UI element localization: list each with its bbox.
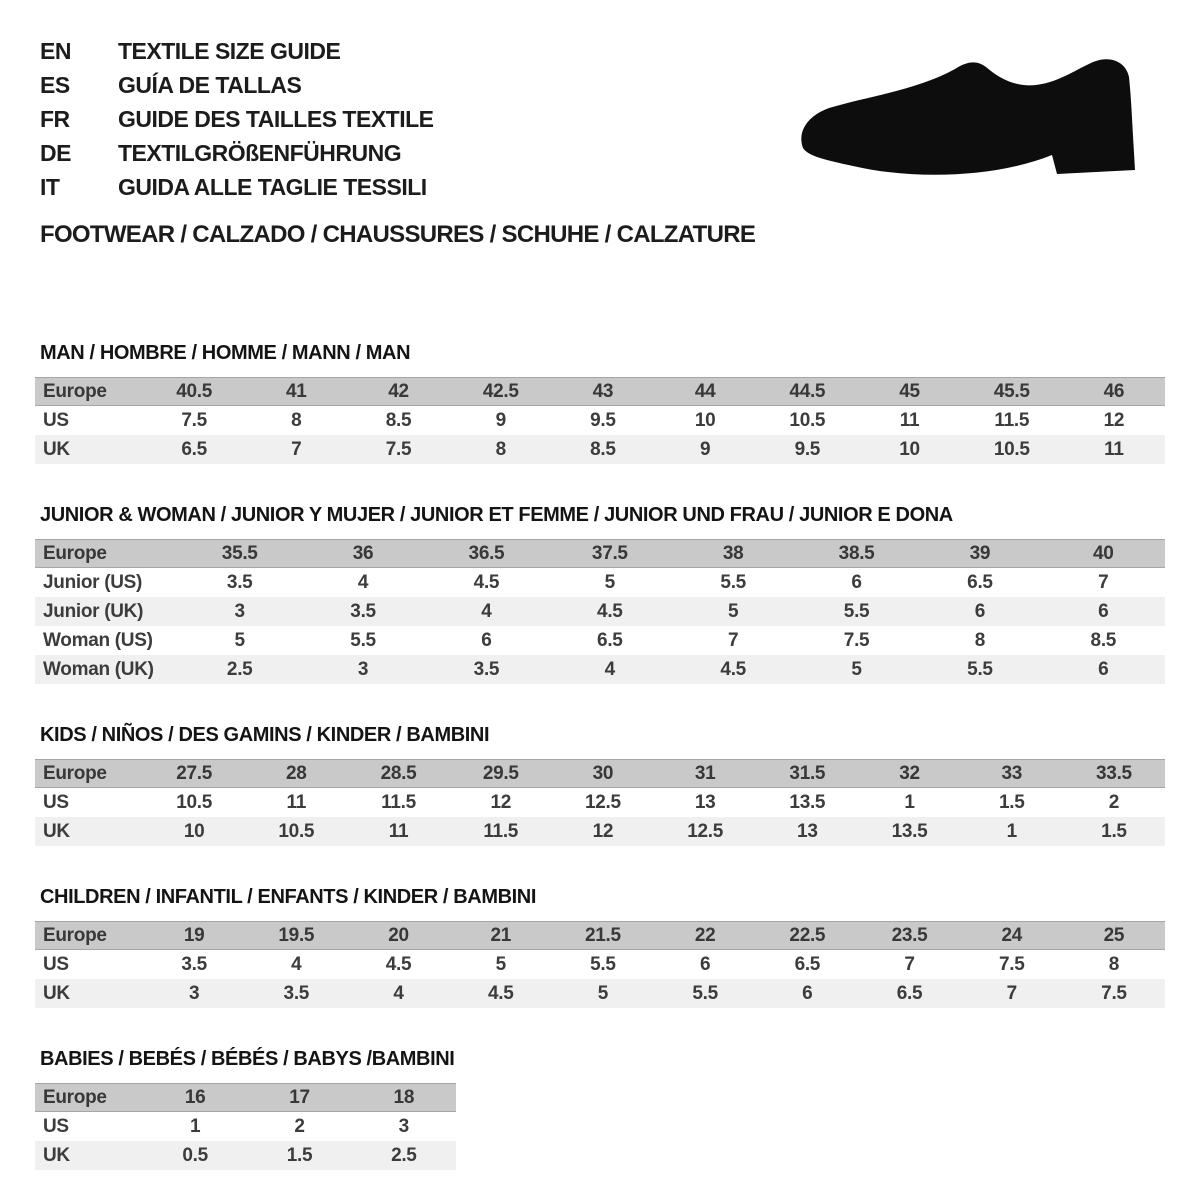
size-cell: 36 [352,542,374,564]
size-cell: 37.5 [591,542,628,564]
language-list [40,34,434,204]
row-label: UK [43,438,70,460]
size-cell: 3.5 [226,571,253,593]
size-cell: 18 [393,1086,415,1108]
size-cell: 20 [388,924,409,946]
size-cell: 1 [904,791,915,813]
language-title: GUÍA DE TALLAS [118,71,302,98]
language-title: TEXTILE SIZE GUIDE [118,37,341,64]
size-cell: 24 [1001,924,1022,946]
size-table-children [35,921,1165,1008]
size-cell: 38.5 [838,542,875,564]
size-cell: 7 [904,953,915,975]
row-label: Europe [43,380,107,402]
size-cell: 43 [592,380,614,402]
size-cell: 0.5 [182,1144,208,1166]
size-cell: 10.5 [278,820,315,842]
size-cell: 2.5 [226,658,253,680]
size-cell: 31.5 [789,762,826,784]
table-header-row [35,539,1165,568]
size-table-man [35,377,1165,464]
row-label: US [43,953,69,975]
size-cell: 13.5 [891,820,928,842]
language-row-en [40,34,434,68]
size-cell: 2 [294,1115,305,1137]
category-heading: FOOTWEAR / CALZADO / CHAUSSURES / SCHUHE / CALZATURE [40,221,756,248]
size-cell: 11 [1104,438,1124,460]
size-cell: 11.5 [381,791,416,813]
size-cell: 10 [183,820,205,842]
size-cell: 3 [357,658,369,680]
size-cell: 1.5 [998,791,1025,813]
table-row [35,655,1165,684]
row-label: Junior (UK) [43,600,144,622]
size-cell: 6 [802,982,813,1004]
table-row [35,950,1165,979]
size-cell: 32 [899,762,920,784]
table-row [35,1141,456,1170]
section-babies [35,1048,1165,1170]
table-header-row [35,377,1165,406]
size-cell: 5.5 [590,953,616,975]
size-cell: 2 [1108,791,1120,813]
size-cell: 45 [899,380,920,402]
size-cell: 16 [184,1086,206,1108]
size-cell: 40.5 [176,380,212,402]
size-cell: 8 [974,629,986,651]
size-cell: 6 [974,600,986,622]
size-cell: 22.5 [789,924,826,946]
size-cell: 10.5 [993,438,1030,460]
row-label: US [43,1115,69,1137]
size-cell: 3.5 [350,600,376,622]
language-row-es [40,68,434,102]
row-label: Europe [43,924,107,946]
size-cell: 6 [699,953,711,975]
section-junior-woman [35,504,1165,684]
size-cell: 9 [495,409,506,431]
section-title-man: MAN / HOMBRE / HOMME / MANN / MAN [40,342,411,364]
size-cell: 27.5 [176,762,212,784]
section-children [35,886,1165,1008]
size-cell: 12 [490,791,511,813]
size-table-kids [35,759,1165,846]
size-cell: 21 [490,924,511,946]
row-label: US [43,791,69,813]
size-cell: 21.5 [585,924,621,946]
size-cell: 5.5 [692,982,718,1004]
language-title: TEXTILGRÖßENFÜHRUNG [118,139,402,166]
size-cell: 23.5 [891,924,928,946]
size-cell: 8.5 [1090,629,1117,651]
size-cell: 25 [1103,924,1125,946]
size-cell: 8 [495,438,506,460]
row-label: UK [43,820,70,842]
size-cell: 11 [388,820,409,842]
language-row-it [40,170,434,204]
size-cell: 12.5 [585,791,621,813]
size-cell: 5 [604,571,615,593]
size-cell: 31 [694,762,716,784]
section-title-children: CHILDREN / INFANTIL / ENFANTS / KINDER / BAMBINI [40,886,536,908]
size-cell: 7.5 [843,629,870,651]
size-cell: 3.5 [181,953,207,975]
size-cell: 9.5 [590,409,616,431]
row-label: UK [43,982,70,1004]
size-cell: 17 [289,1086,310,1108]
size-cell: 39 [969,542,991,564]
size-cell: 42.5 [482,380,519,402]
language-row-de [40,136,434,170]
size-cell: 11.5 [994,409,1030,431]
size-cell: 7 [1098,571,1109,593]
size-cell: 40 [1093,542,1114,564]
size-cell: 1 [1006,820,1017,842]
size-cell: 6 [851,571,862,593]
size-cell: 4 [604,658,615,680]
shoe-icon [795,56,1145,203]
size-cell: 1.5 [1101,820,1127,842]
size-cell: 7.5 [181,409,207,431]
table-header-row [35,921,1165,950]
size-cell: 1 [190,1115,201,1137]
size-cell: 5.5 [350,629,376,651]
size-cell: 41 [286,380,307,402]
size-cell: 33.5 [1096,762,1132,784]
row-label: Woman (UK) [43,658,154,680]
section-kids [35,724,1165,846]
row-label: UK [43,1144,70,1166]
size-cell: 4.5 [385,953,412,975]
size-cell: 8.5 [590,438,616,460]
size-cell: 12 [592,820,614,842]
size-cell: 38 [722,542,744,564]
size-cell: 44 [694,380,716,402]
size-cell: 46 [1103,380,1125,402]
size-cell: 45.5 [993,380,1030,402]
size-cell: 4 [481,600,492,622]
size-tables [35,342,1165,1200]
size-cell: 7.5 [385,438,412,460]
section-title-junior-woman: JUNIOR & WOMAN / JUNIOR Y MUJER / JUNIOR ET FEMME / JUNIOR UND FRAU / JUNIOR E DONA [40,504,953,526]
size-cell: 4 [291,953,302,975]
row-label: Europe [43,542,107,564]
size-cell: 1.5 [286,1144,313,1166]
size-cell: 3 [398,1115,409,1137]
size-cell: 5 [495,953,506,975]
table-row [35,626,1165,655]
size-cell: 4.5 [473,571,500,593]
size-cell: 5.5 [843,600,870,622]
size-cell: 5 [728,600,739,622]
size-cell: 10 [899,438,920,460]
size-table-babies [35,1083,456,1170]
size-cell: 22 [694,924,716,946]
row-label: Europe [43,762,107,784]
size-cell: 36.5 [468,542,505,564]
size-cell: 8.5 [385,409,412,431]
size-cell: 4 [357,571,369,593]
size-cell: 35.5 [221,542,258,564]
size-cell: 10.5 [176,791,212,813]
size-cell: 8 [291,409,302,431]
size-cell: 8 [1108,953,1120,975]
size-cell: 7 [1006,982,1017,1004]
size-cell: 5.5 [720,571,746,593]
size-cell: 4.5 [720,658,746,680]
language-title: GUIDE DES TAILLES TEXTILE [118,105,434,132]
section-title-babies: BABIES / BEBÉS / BÉBÉS / BABYS /BAMBINI [40,1048,455,1070]
row-label: Europe [43,1086,107,1108]
row-label: Junior (US) [43,571,143,593]
size-cell: 12 [1103,409,1125,431]
language-title: GUIDA ALLE TAGLIE TESSILI [118,173,427,200]
size-cell: 30 [592,762,614,784]
size-cell: 19 [183,924,205,946]
size-cell: 6 [1098,600,1109,622]
size-cell: 10 [694,409,716,431]
size-cell: 6 [1098,658,1109,680]
size-cell: 4.5 [487,982,514,1004]
size-cell: 19.5 [278,924,315,946]
size-cell: 6.5 [896,982,923,1004]
size-cell: 6 [481,629,492,651]
size-cell: 33 [1001,762,1022,784]
language-row-fr [40,102,434,136]
size-cell: 3 [188,982,200,1004]
size-cell: 12.5 [687,820,723,842]
size-cell: 28.5 [380,762,417,784]
row-label: Woman (US) [43,629,153,651]
section-title-kids: KIDS / NIÑOS / DES GAMINS / KINDER / BAMBINI [40,724,490,746]
size-cell: 7 [291,438,302,460]
table-header-row [35,759,1165,788]
language-code: IT [40,173,60,200]
size-cell: 6.5 [794,953,821,975]
size-cell: 11 [286,791,307,813]
size-cell: 6.5 [597,629,623,651]
size-cell: 11 [899,409,920,431]
size-cell: 13 [694,791,716,813]
size-cell: 4 [393,982,404,1004]
size-cell: 42 [388,380,409,402]
language-code: FR [40,105,70,132]
size-cell: 5.5 [967,658,993,680]
table-row [35,406,1165,435]
size-cell: 2.5 [391,1144,417,1166]
size-cell: 6.5 [181,438,207,460]
size-cell: 29.5 [482,762,519,784]
table-row [35,597,1165,626]
size-cell: 9.5 [794,438,821,460]
size-cell: 9 [699,438,711,460]
size-cell: 3.5 [473,658,500,680]
size-cell: 13 [797,820,818,842]
language-code: DE [40,139,71,166]
size-cell: 11.5 [483,820,519,842]
table-row [35,435,1165,464]
table-row [35,979,1165,1008]
size-cell: 44.5 [789,380,826,402]
table-row [35,568,1165,597]
language-code: EN [40,37,71,64]
size-cell: 5 [234,629,245,651]
section-man [35,342,1165,464]
size-cell: 3 [234,600,245,622]
size-cell: 7 [728,629,739,651]
table-header-row [35,1083,456,1112]
size-table-junior-woman [35,539,1165,684]
size-cell: 6.5 [967,571,993,593]
size-cell: 5 [597,982,609,1004]
size-cell: 13.5 [789,791,826,813]
table-row [35,817,1165,846]
row-label: US [43,409,69,431]
table-row [35,788,1165,817]
size-cell: 7.5 [998,953,1025,975]
size-cell: 5 [851,658,862,680]
size-cell: 4.5 [597,600,623,622]
size-cell: 28 [286,762,307,784]
language-code: ES [40,71,70,98]
table-row [35,1112,456,1141]
size-cell: 10.5 [789,409,826,431]
size-cell: 3.5 [283,982,310,1004]
size-cell: 7.5 [1101,982,1127,1004]
